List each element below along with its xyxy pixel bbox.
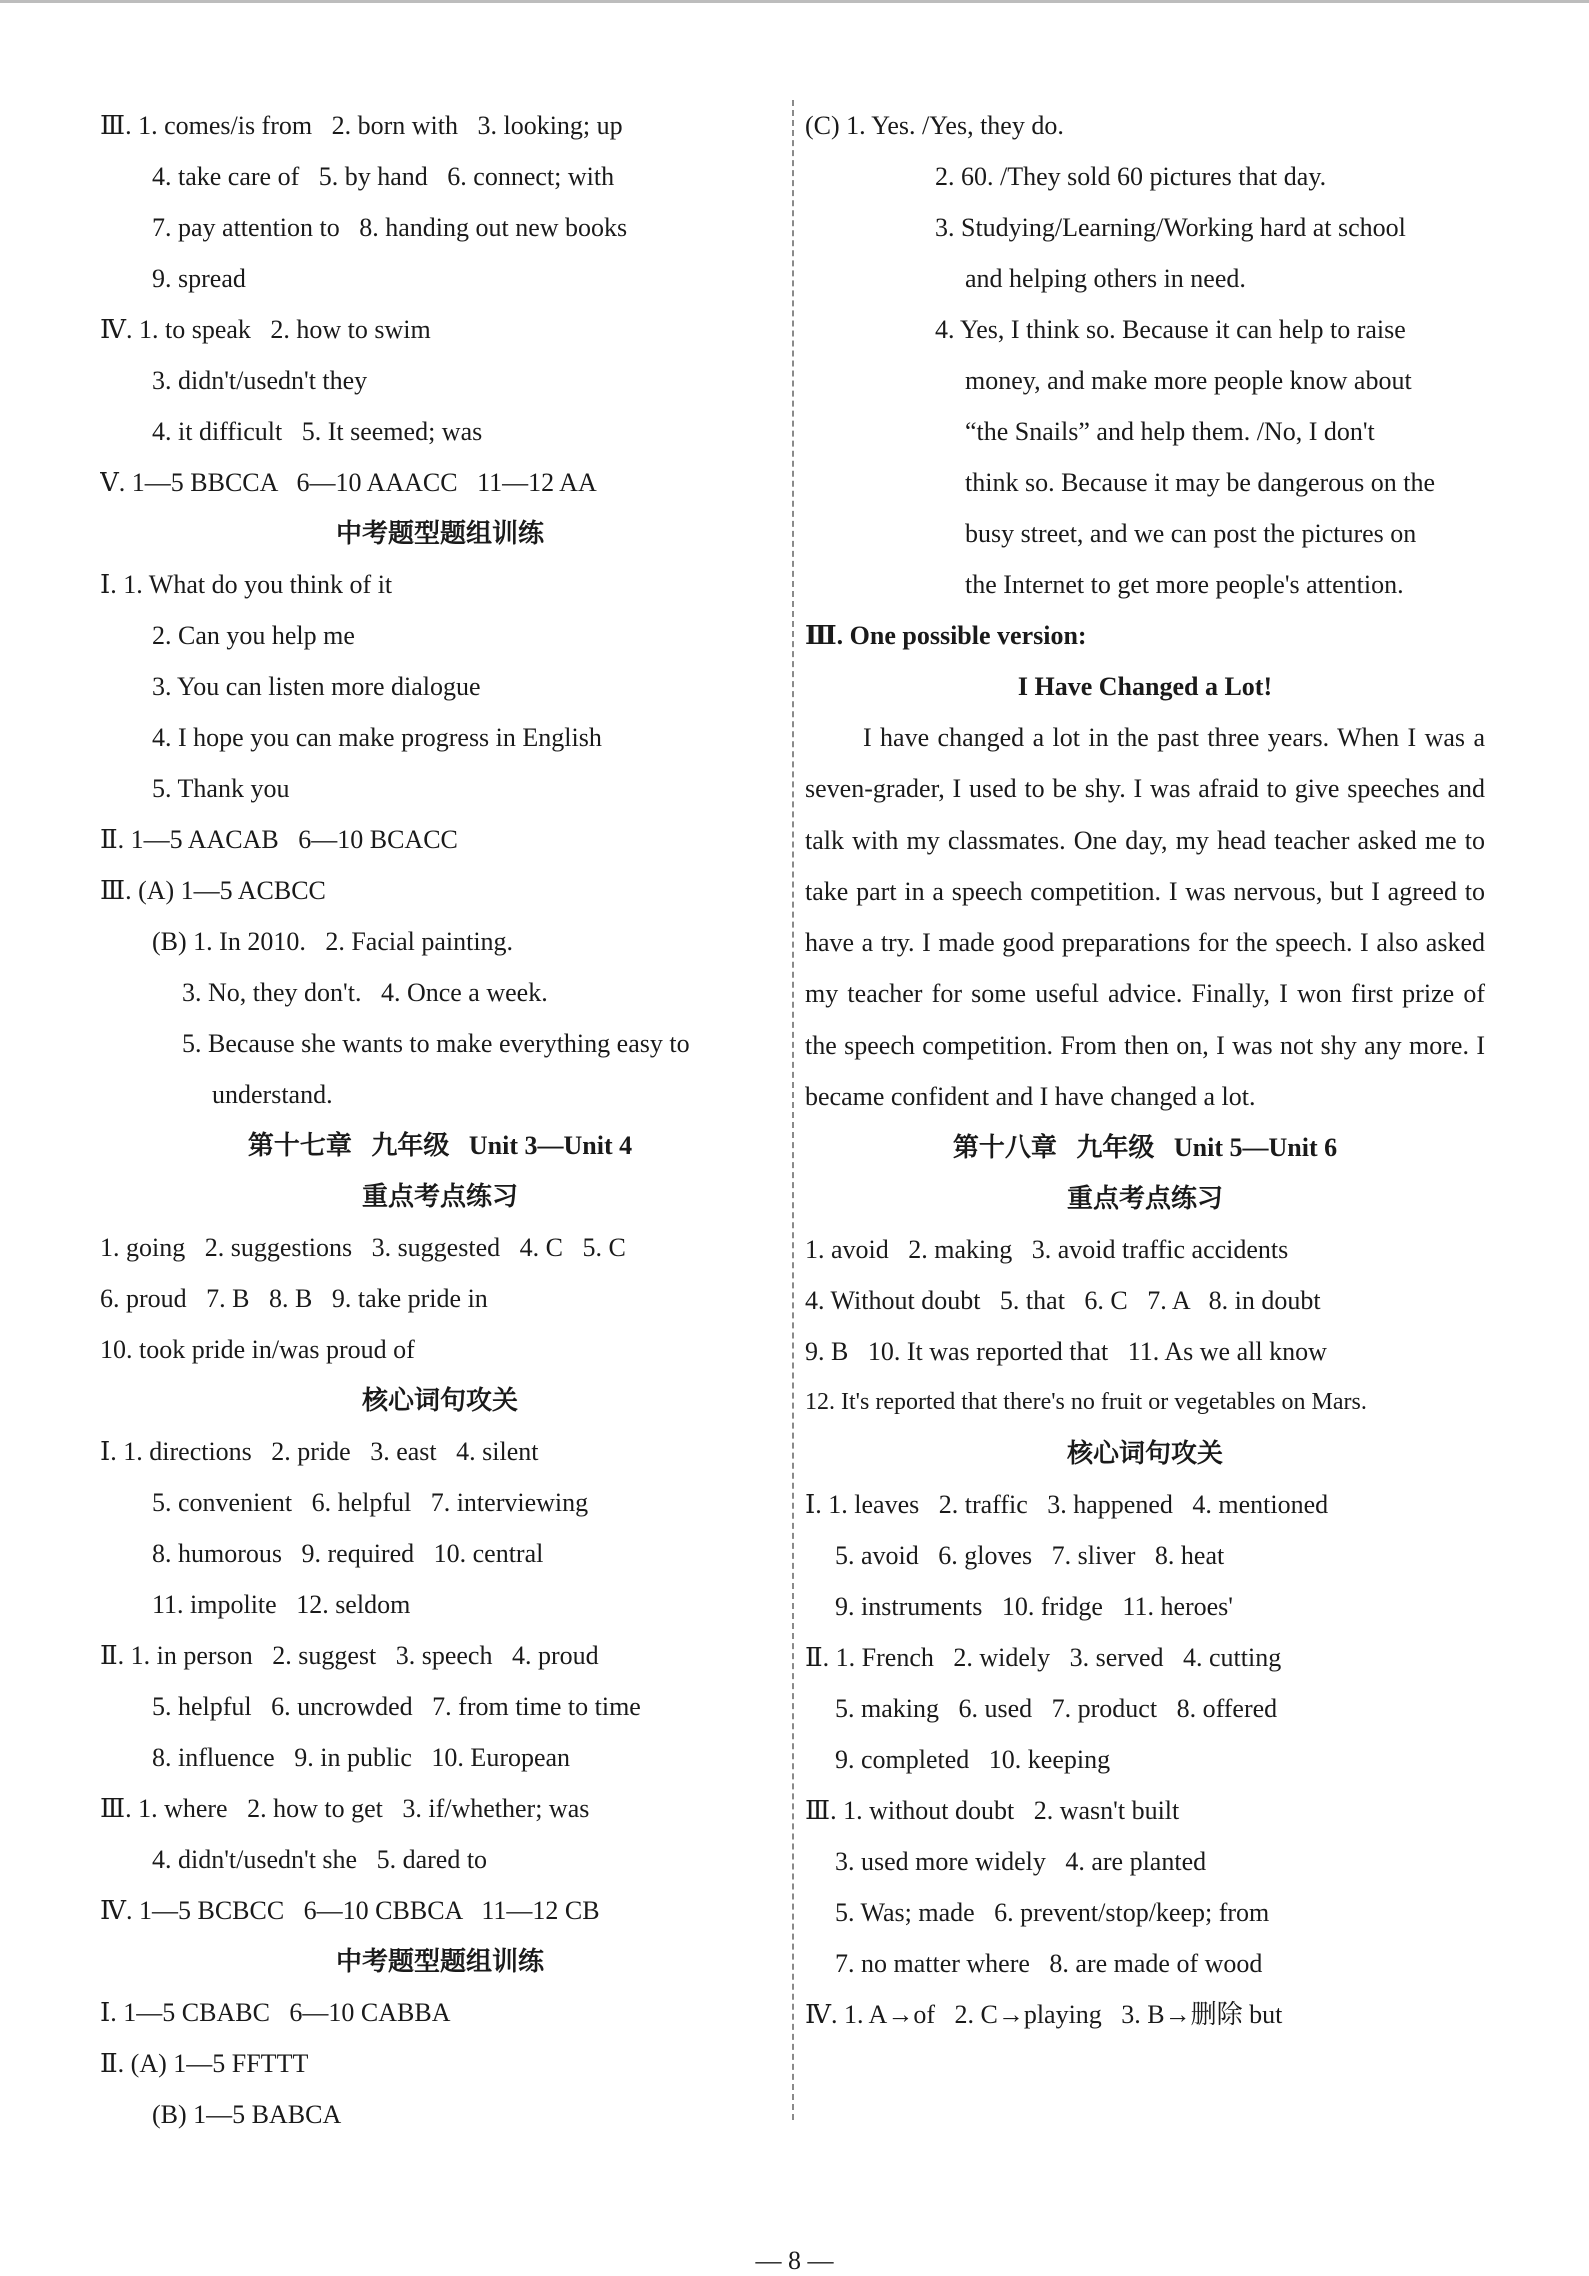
answer-line: busy street, and we can post the pictures on [965, 519, 1417, 548]
answer-line: (B) 1. In 2010. 2. Facial painting. [152, 927, 514, 956]
answer-line: 9. B 10. It was reported that 11. As we all know [805, 1337, 1327, 1367]
answer-line: Ⅲ. 1. where 2. how to get 3. if/whether; was [100, 1794, 590, 1823]
section-heading: 核心词句攻关 [1066, 1439, 1223, 1469]
answer-line: 5. Thank you [152, 774, 290, 803]
answer-line: Ⅱ. 1—5 AACAB 6—10 BCACC [100, 825, 458, 854]
answer-line: 9. instruments 10. fridge 11. heroes' [835, 1592, 1233, 1622]
answer-line: money, and make more people know about [965, 366, 1412, 395]
answer-line: 4. it difficult 5. It seemed; was [152, 417, 483, 446]
answer-line: Ⅱ. 1. French 2. widely 3. served 4. cutting [805, 1643, 1282, 1673]
answer-line: think so. Because it may be dangerous on the [965, 468, 1436, 497]
answer-line: 4. I hope you can make progress in English [152, 723, 602, 752]
section-heading: 第十八章 九年级 Unit 5—Unit 6 [952, 1133, 1338, 1163]
answer-line: 3. No, they don't. 4. Once a week. [182, 978, 548, 1007]
page-top-border [0, 0, 1589, 3]
answer-line: 4. take care of 5. by hand 6. connect; with [152, 162, 615, 191]
answer-line: Ⅰ. 1. What do you think of it [100, 570, 393, 599]
answer-line: Ⅲ. One possible version: [805, 621, 1087, 650]
answer-line: 8. humorous 9. required 10. central [152, 1539, 544, 1568]
answer-line: 1. going 2. suggestions 3. suggested 4. C 5. C [100, 1233, 626, 1262]
answer-line: (B) 1—5 BABCA [152, 2100, 342, 2129]
answer-line: 5. Was; made 6. prevent/stop/keep; from [835, 1898, 1270, 1928]
answer-line: Ⅱ. 1. in person 2. suggest 3. speech 4. proud [100, 1641, 599, 1670]
answer-line: 4. didn't/usedn't she 5. dared to [152, 1845, 488, 1874]
answer-line: “the Snails” and help them. /No, I don't [965, 417, 1375, 446]
answer-line: 7. no matter where 8. are made of wood [835, 1949, 1263, 1979]
left-column [100, 100, 780, 2140]
answer-line: 11. impolite 12. seldom [152, 1590, 411, 1619]
answer-line: 5. helpful 6. uncrowded 7. from time to time [152, 1692, 641, 1721]
right-column [805, 100, 1485, 2040]
answer-line: Ⅰ. 1—5 CBABC 6—10 CABBA [100, 1998, 451, 2027]
answer-line: Ⅴ. 1—5 BBCCA 6—10 AAACC 11—12 AA [100, 468, 597, 497]
right-column-top [805, 100, 1485, 712]
answer-line: 3. used more widely 4. are planted [835, 1847, 1207, 1877]
answer-line: Ⅲ. 1. comes/is from 2. born with 3. looking; up [100, 111, 623, 140]
answer-line: the Internet to get more people's attention. [965, 570, 1404, 599]
page-number: — 8 — [755, 2246, 834, 2275]
answer-line: 3. Studying/Learning/Working hard at school [935, 213, 1406, 242]
answer-line: 12. It's reported that there's no fruit or vegetables on Mars. [805, 1389, 1367, 1416]
answer-line: 9. spread [152, 264, 246, 293]
answer-line: Ⅲ. 1. without doubt 2. wasn't built [805, 1796, 1180, 1826]
answer-line: 5. convenient 6. helpful 7. interviewing [152, 1488, 589, 1517]
answer-line: 2. Can you help me [152, 621, 355, 650]
answer-line: understand. [212, 1080, 333, 1109]
answer-line: 7. pay attention to 8. handing out new books [152, 213, 628, 242]
answer-line: Ⅳ. 1—5 BCBCC 6—10 CBBCA 11—12 CB [100, 1896, 600, 1925]
answer-line: 8. influence 9. in public 10. European [152, 1743, 571, 1772]
answer-line: 6. proud 7. B 8. B 9. take pride in [100, 1284, 488, 1313]
section-heading: I Have Changed a Lot! [1017, 672, 1273, 701]
answer-line: Ⅱ. (A) 1—5 FFTTT [100, 2049, 309, 2078]
section-heading: 中考题型题组训练 [335, 519, 544, 548]
right-column-bottom [805, 1122, 1485, 2040]
answer-line: 10. took pride in/was proud of [100, 1335, 415, 1364]
section-heading: 中考题型题组训练 [335, 1947, 544, 1976]
answer-line: Ⅳ. 1. A→of 2. C→playing 3. B→删除 but [805, 2000, 1283, 2030]
column-divider [792, 100, 794, 2120]
answer-line: 3. didn't/usedn't they [152, 366, 368, 395]
answer-line: (C) 1. Yes. /Yes, they do. [805, 111, 1064, 140]
answer-line: 5. making 6. used 7. product 8. offered [835, 1694, 1278, 1724]
answer-line: Ⅲ. (A) 1—5 ACBCC [100, 876, 326, 905]
answer-line: Ⅰ. 1. leaves 2. traffic 3. happened 4. mentioned [805, 1490, 1329, 1520]
section-heading: 重点考点练习 [1066, 1184, 1223, 1214]
section-heading: 重点考点练习 [361, 1182, 518, 1211]
answer-line: 4. Without doubt 5. that 6. C 7. A 8. in doubt [805, 1286, 1321, 1316]
answer-line: 5. Because she wants to make everything easy to [182, 1029, 690, 1058]
answer-line: 3. You can listen more dialogue [152, 672, 481, 701]
answer-line: 9. completed 10. keeping [835, 1745, 1111, 1775]
answer-line: and helping others in need. [965, 264, 1246, 293]
answer-line: 2. 60. /They sold 60 pictures that day. [935, 162, 1327, 191]
essay-paragraph: I have changed a lot in the past three years. When I was a seven-grader, I used to be shy. I was afraid to give speeches and talk with my classmates. One day, my head teacher asked me to take part in a speech competition. I was nervous, but I agreed to have a try. I made good preparations for the speech. I also asked my teacher for some useful advice. Finally, I won first prize of the speech competition. From then on, I was not shy any more. I became confident and I have changed a lot. [805, 723, 1485, 1112]
section-heading: 第十七章 九年级 Unit 3—Unit 4 [247, 1131, 633, 1160]
section-heading: 核心词句攻关 [361, 1386, 518, 1415]
answer-line: 4. Yes, I think so. Because it can help to raise [935, 315, 1406, 344]
answer-line: Ⅰ. 1. directions 2. pride 3. east 4. silent [100, 1437, 539, 1466]
answer-line: Ⅳ. 1. to speak 2. how to swim [100, 315, 431, 344]
answer-line: 1. avoid 2. making 3. avoid traffic accidents [805, 1235, 1289, 1265]
answer-line: 5. avoid 6. gloves 7. sliver 8. heat [835, 1541, 1225, 1571]
